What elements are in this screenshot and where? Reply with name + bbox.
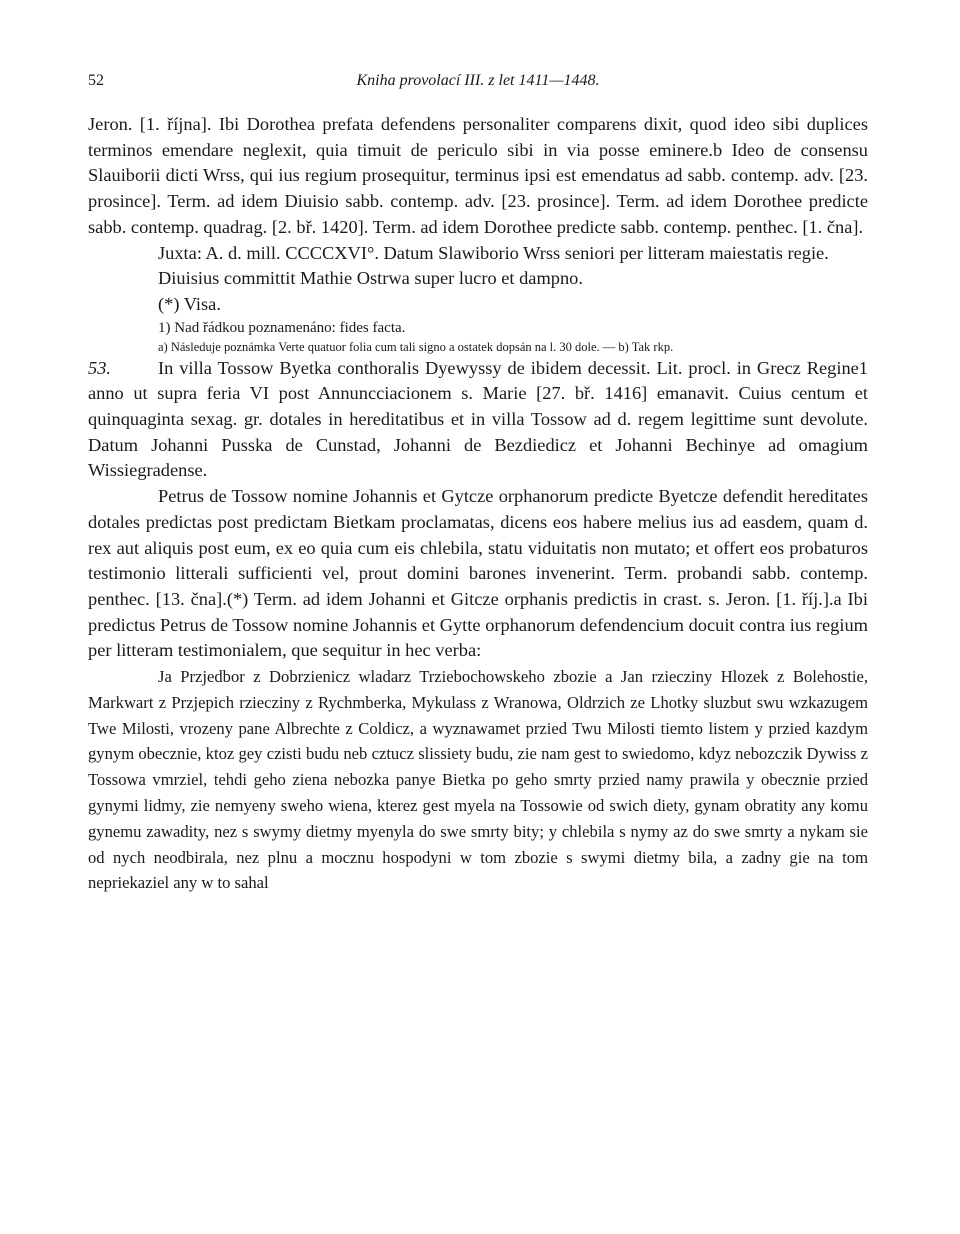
running-title: Kniha provolací III. z let 1411—1448. xyxy=(356,72,600,89)
charter-text: Ja Przjedbor z Dobrzienicz wladarz Trziebochowskeho zbozie a Jan rziecziny Hlozek z Bolehostie, Markwart z Przjepich rziecziny z Rychmberka, Mykulass z Wranowa, Oldrzich ze Lhotky sluzbut swu wzkazugem Twe Milosti, vrozeny pane Albrechte z Coldicz, a wyznawamet przied Twu Milosti tiemto listem y przied kazdym gynym obecznie, ktoz gey czisti budu neb cztucz slissiety budu, zie nam gest to swiedomo, kdyz nebozczik Dywiss z Tossowa vmrziel, tehdi geho ziena nebozka panye Bietka po geho smrty przied namy prawila y obecznie przied gynymi lidmy, zie nemyeny sweho wiena, kterez gest myela na Tossowie od swich diety, gynam obratity any komu gynemu zawadity, nez s swymy dietmy myenyla do swe smrty bity; y chlebila s nymy az do swe smrty a nykam sie od nych neodbirala, nez plnu a mocznu hospodyni w tom zbozie s swymi dietmy bila, a zadny gie na tom nepriekaziel any w to sahal xyxy=(88,667,868,893)
entry-number: 53. xyxy=(88,357,111,378)
paragraph-juxta: Juxta: A. d. mill. CCCCXVI°. Datum Slawiborio Wrss seniori per litteram maiestatis regie. xyxy=(158,242,829,263)
entry-53-text: In villa Tossow Byetka conthoralis Dyewyssy de ibidem decessit. Lit. procl. in Grecz Regine1 anno ut supra feria VI post Annuncciacionem s. Marie [27. bř. 1416] emanavit. Cuius centum et quinquaginta sexag. gr. dotales in hereditatibus et in villa Tossow ad d. regem legittime sunt devolute. Datum Johanni Pusska de Cunstad, Johanni de Bezdiedicz et Johanni Bechinye ad omagium Wissiegradense. xyxy=(88,357,868,481)
entry-53-paragraph-2: Petrus de Tossow nomine Johannis et Gytcze orphanorum predicte Byetcze defendit hereditates dotales predictas post predictam Bietkam proclamatas, dicens eos habere melius ius ad easdem, quam d. rex aut aliquis post eum, ex eo quia cum eis chlebila, statu viduitatis non mutato; et offert eos probaturos testimonio litterali sufficienti vel, prout domini barones invenerint. Term. probandi sabb. contemp. penthec. [13. čna].(*) Term. ad idem Johanni et Gitcze orphanis predictis in crast. s. Jeron. [1. říj.].a Ibi predictus Petrus de Tossow nomine Johannis et Gytte orphanorum defendencium docuit contra ius regium per litteram testimonialem, que sequitur in hec verba: xyxy=(88,486,868,661)
paragraph-diuisius: Diuisius committit Mathie Ostrwa super lucro et dampno. xyxy=(158,268,583,289)
paragraph-continuation: Jeron. [1. října]. Ibi Dorothea prefata defendens personaliter comparens dixit, quod ideo sibi duplices terminos emendare neglexit, quia timuit de periculo sibi in via posse eminere.b Ideo de consensu Slauiborii dicti Wrss, qui ius regium prosequitur, terminus ipsi est emendatus ad sabb. contemp. adv. [23. prosince]. Term. ad idem Diuisio sabb. contemp. adv. [23. prosince]. Term. ad idem Dorothee predicte sabb. contemp. quadrag. [2. bř. 1420]. Term. ad idem Dorothee predicte sabb. contemp. penthec. [1. čna]. xyxy=(88,114,868,237)
paragraph-visa: (*) Visa. xyxy=(158,293,221,314)
footnote-1: 1) Nad řádkou poznamenáno: fides facta. xyxy=(158,319,406,336)
footnote-a-b: a) Následuje poznámka Verte quatuor folia cum tali signo a ostatek dopsán na l. 30 dole. — b) Tak rkp. xyxy=(158,339,674,354)
entry-53 xyxy=(88,356,868,485)
page-body xyxy=(88,112,868,896)
page-number: 52 xyxy=(88,72,104,89)
page-header xyxy=(88,72,868,98)
